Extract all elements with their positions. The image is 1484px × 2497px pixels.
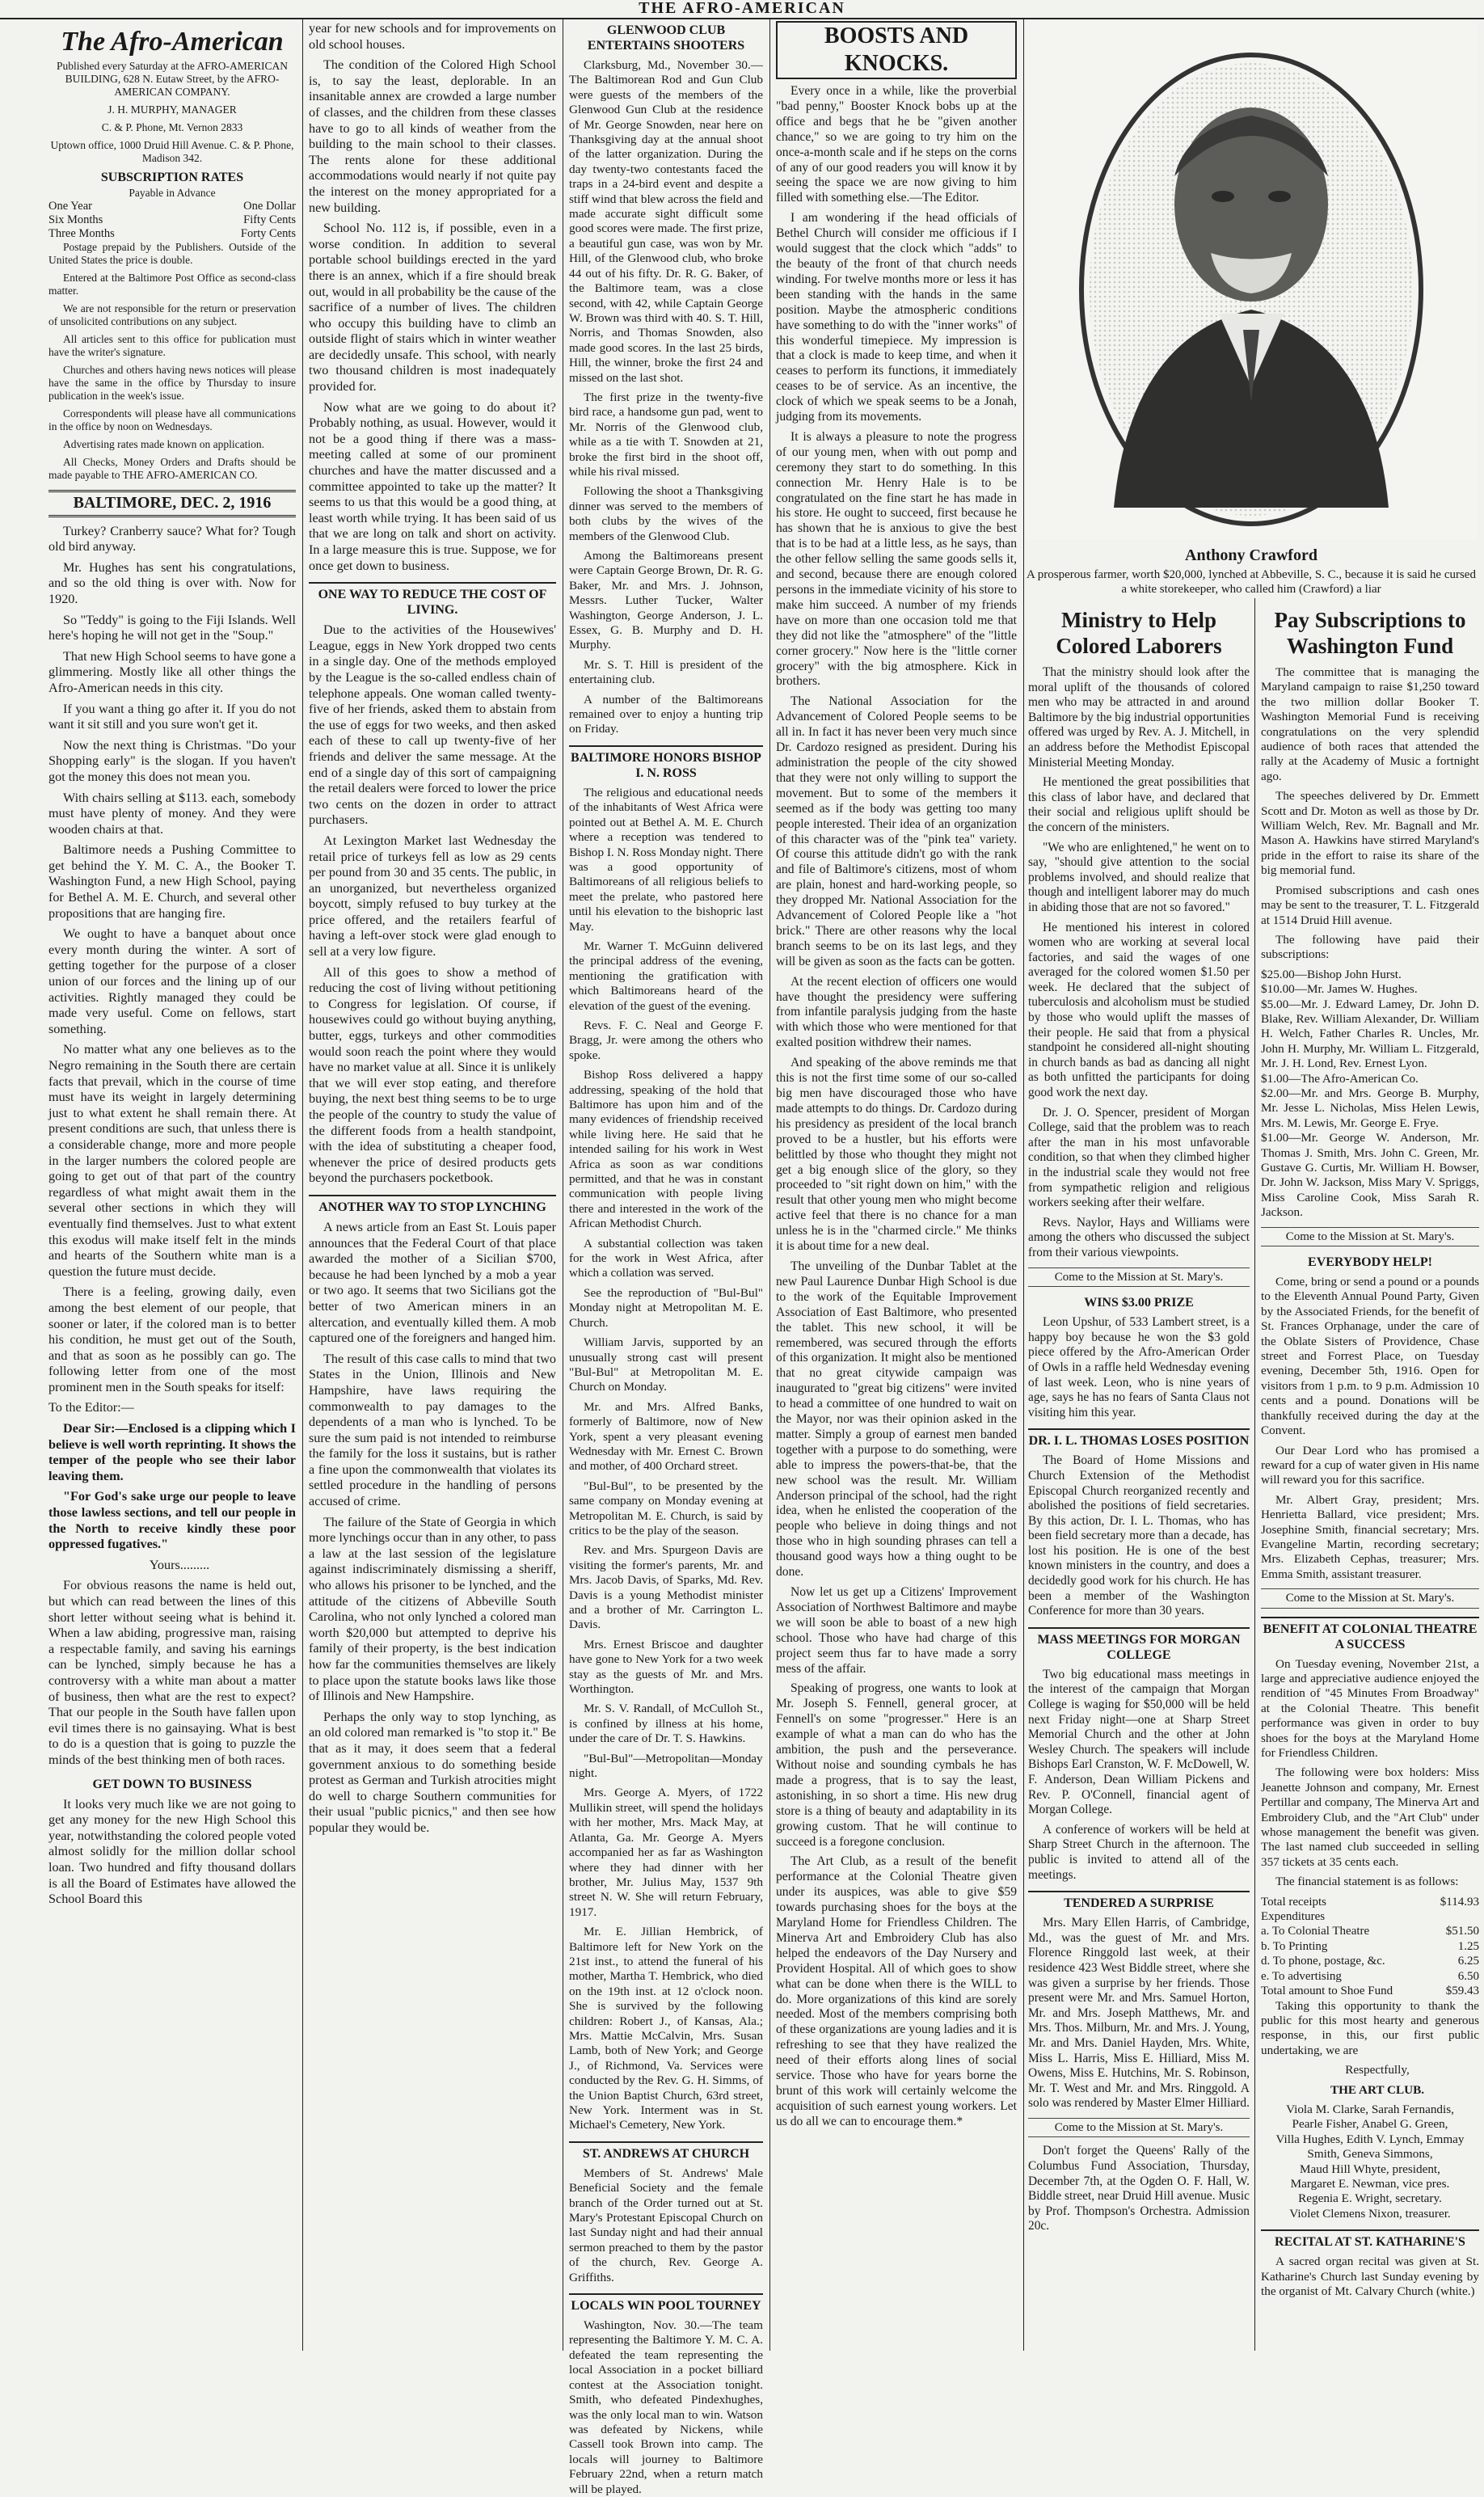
local-notice: Mrs. George A. Myers, of 1722 Mullikin street, will spend the holidays with her mother, Mrs. Mack May, at Atlanta, Ga. Mr. George A. Myers accompanied her as far as Washington where they had dinner with her brother, Mr. Julius May, 1537 9th street N. W. She will return February, 1917.	[569, 1786, 763, 1919]
column-rule	[1023, 19, 1024, 2351]
article-paragraph: Dr. J. O. Spencer, president of Morgan College, said that the problem was to reach after the man in his most unfavorable condition, so that when they climbed higher in the industrial scale they would not free from sympathetic religion and religious workers seeking after their welfare.	[1028, 1105, 1250, 1210]
subscriber-entry: $5.00—Mr. J. Edward Lamey, Dr. John D. Blake, Rev. William Alexander, Dr. William H. Welch, Father Charles R. Uncles, Mr. John H. Murphy, Mr. William L. Fitzgerald, Mr. J. H. Lond, Rev. Ernest Lyon.	[1261, 997, 1479, 1071]
finance-label: b. To Printing	[1261, 1939, 1328, 1953]
mission-notice: Come to the Mission at St. Mary's.	[1028, 1267, 1250, 1288]
mission-notice: Come to the Mission at St. Mary's.	[1261, 1227, 1479, 1246]
payable-note: Payable in Advance	[129, 187, 216, 199]
article-paragraph: "We who are enlightened," he went on to say, "should give attention to the social problems involved, and should realize that though and intelligent laborer may do much in abiding those that are not so favored."	[1028, 840, 1250, 914]
column-6	[1261, 602, 1479, 2351]
article-paragraph: The condition of the Colored High School is, to say the least, deplorable. In an insanitable annex are crowded a large number of classes, and the children from these classes have to go to all kinds of weather from the building to the main school to their classes. The rents alone for these additional accommodations would nearly if not quite pay the interest on the money appropriated for a new building.	[309, 57, 556, 215]
subscriber-entry: $25.00—Bishop John Hurst.	[1261, 967, 1402, 981]
column-rule	[769, 19, 770, 2351]
finance-row	[1261, 1924, 1479, 1938]
column-2	[309, 21, 556, 2351]
article-paragraph: The unveiling of the Dunbar Tablet at the new Paul Laurence Dunbar High School is due to the work of the Equitable Improvement Association of East Baltimore, who presented the tablet. This new school, it will be remembered, was secured through the efforts of this organization. It might also be mentioned that no great citywide campaign was inaugurated to "great big citizens" were invited to head a committee of one hundred to wait on the Mayor, nor was their opinion asked in the matter. Simply a group of earnest men banded together with a purpose to do something, were able to impress the powers-that-be, that the new school was the result. Mr. William Anderson principal of the school, had the right idea, when he enlisted the cooperation of the people who believe in doing things and not those who in high sounding phrases can tell a thousand good ways how a thing ought to be done.	[776, 1259, 1017, 1580]
article-heading: TENDERED A SURPRISE	[1028, 1891, 1250, 1911]
subscriber-entry: $1.00—The Afro-American Co.	[1261, 1071, 1419, 1086]
editorial-paragraph: That new High School seems to have gone a glimmering. Mostly like all other things the Afro-American needs in this city.	[48, 648, 296, 695]
pub-line: C. & P. Phone, Mt. Vernon 2833	[101, 121, 243, 133]
notice: All Checks, Money Orders and Drafts should be made payable to THE AFRO-AMERICAN CO.	[48, 456, 296, 481]
local-notice: Rev. and Mrs. Spurgeon Davis are visiting the former's parents, Mr. and Mrs. Jacob Davis, of Sparks, Md. Rev. Davis is a young Methodist minister and a brother of Mr. Carrington L. Davis.	[569, 1543, 763, 1632]
finance-value: $51.50	[1445, 1925, 1479, 1938]
article-heading: GLENWOOD CLUB ENTERTAINS SHOOTERS	[587, 23, 745, 53]
finance-row	[1261, 1895, 1479, 1909]
column-rule	[1254, 598, 1255, 2351]
finance-value: 6.50	[1457, 1969, 1479, 1983]
finance-row	[1261, 1969, 1479, 1984]
article-paragraph: Now let us get up a Citizens' Improvement Association of Northwest Baltimore and maybe we will soon be able to boast of a new high school. Those who have had charge of this project seem thus far to have made a sorry mess of the affair.	[776, 1585, 1017, 1676]
article-paragraph: The financial statement is as follows:	[1275, 1875, 1459, 1889]
editorial-paragraph: So "Teddy" is going to the Fiji Islands. Well here's hoping he will not get in the "Soup."	[48, 612, 296, 643]
local-notice: Mrs. Ernest Briscoe and daughter have gone to New York for a two week stay as the guests of Mr. and Mrs. Worthington.	[569, 1637, 763, 1697]
officer: Pearle Fisher, Anabel G. Green,	[1292, 2117, 1448, 2132]
officer: Violet Clemens Nixon, treasurer.	[1289, 2206, 1451, 2221]
subscriber-list	[1261, 968, 1479, 1221]
article-paragraph: Every once in a while, like the proverbial "bad penny," Booster Knock bobs up at the office and begs that he be "given another chance," so we are going to try him on the once-a-month scale and if he steps on the corns of any of our good readers you will know it by seeing the space we are now giving to him filled with something else.—The Editor.	[776, 84, 1017, 205]
article-paragraph: Revs. Naylor, Hays and Williams were among the others who discussed the subject from their various viewpoints.	[1028, 1215, 1250, 1259]
finance-label: e. To advertising	[1261, 1969, 1342, 1983]
rate-price: Fifty Cents	[243, 213, 296, 226]
letter-body: "For God's sake urge our people to leave those lawless sections, and tell our people in the North to receive kindly these poor oppressed fugatives."	[48, 1489, 296, 1552]
rate-row	[48, 213, 296, 227]
subscription-heading: SUBSCRIPTION RATES	[100, 171, 244, 184]
finance-value: $59.43	[1445, 1985, 1479, 1998]
article-paragraph: At Lexington Market last Wednesday the retail price of turkeys fell as low as 29 cents per pound from 30 and 35 cents. The public, in an unorganized, but nevertheless organized boycott, simply refused to buy turkey at the price offered, and the retailers fearful of having a left-over stock were glad enough to sell at a very low figure.	[309, 833, 556, 960]
column-4	[776, 21, 1017, 2351]
editorial-paragraph: Baltimore needs a Pushing Committee to get behind the Y. M. C. A., the Booker T. Washington Fund, a new High School, paying for Bethel A. M. E. Church, and several other propositions that are hanging fire.	[48, 842, 296, 921]
finance-label: d. To phone, postage, &c.	[1261, 1955, 1385, 1968]
article-paragraph: Due to the activities of the Housewives' League, eggs in New York dropped two cents in a single day. One of the methods employed by the League is the so-called endless chain of telephone appeals. One woman called twenty-five of her friends, asked them to abstain from the use of eggs for two weeks, and then asked each of these to call up twenty-five of her friends and deliver the same message. At the end of a single day of this sort of campaigning the retail dealers were forced to lower the price two cents on the dozen in order to attract purchasers.	[309, 622, 556, 828]
paper-name: The Afro-American	[61, 27, 284, 57]
financial-statement	[1261, 1895, 1479, 1999]
column-5	[1028, 602, 1250, 2351]
article-paragraph: It is always a pleasure to note the progress of our young men, when with out pomp and ceremony they start to do something. In this connection Mr. Henry Hale is to be congratulated on the fine start he has made in his store. He ought to succeed, first because he has shown that he is anxious to give the best that is to be had at a little less, as he says, than the other fellow selling the same goods sells it, and second, because there are enough colored persons in the immediate vicinity of his store to make him succeed. A number of my friends have on more than one occasion told me that they did not like the "atmosphere" of the "little corner grocery." Now here is the "little corner grocery" with the big atmosphere. Kick in brothers.	[776, 429, 1017, 689]
article-paragraph: Clarksburg, Md., November 30.—The Baltimorean Rod and Gun Club were guests of the members of the Glenwood Gun Club at the residence of Mr. George Snowden, near here on Thanksgiving day at the annual shoot of the latter organization. During the day twenty-two contestants faced the traps in a 24-bird event and despite a stiff wind that blew across the field and made accurate sight difficult some good scores were made. The first prize, a beautiful gun case, was won by Mr. Hill, of the Glenwood club, who broke 44 out of his fifty. Dr. R. G. Baker, of the Baltimore team, was a close second, with 42, while Captain George W. Brown was third with 40. S. T. Hill, Norris, and Thomas Snowden, also made good scores. In the last 25 birds, Hill, the winner, broke the first 24 and missed on the last shot.	[569, 58, 763, 385]
article-paragraph: The first prize in the twenty-five bird race, a handsome gun pad, went to Mr. Norris of the Glenwood club, while as a tie with T. Snowden at 21, broke the first bird in the shoot off, while his rival missed.	[569, 390, 763, 479]
finance-row	[1261, 1939, 1479, 1954]
local-notice: "Bul-Bul"—Metropolitan—Monday night.	[569, 1751, 763, 1781]
masthead: THE AFRO-AMERICAN	[0, 0, 1484, 19]
finance-label: a. To Colonial Theatre	[1261, 1925, 1370, 1938]
article-heading: LOCALS WIN POOL TOURNEY	[569, 2293, 763, 2314]
article-paragraph: Now what are we going to do about it? Probably nothing, as usual. However, would it not be a good thing if there was a mass-meeting called at some of our prominent churches and have the matter discussed and a committee appointed to take up the matter? It seems to us that this would be a good thing, at least worth while trying. It has been said of us that we are long on talk and short on activity. In a large measure this is true. Suppose, we for once get down to business.	[309, 399, 556, 573]
local-notice: Mr. E. Jillian Hembrick, of Baltimore left for New York on the 21st inst., to attend the funeral of his mother, Martha T. Hembrick, who died on the 19th inst. at 12 o'clock noon. She is survived by the following children: Robert J., of Kansas, Ala.; Mrs. Mattie McCalvin, Mrs. Susan Lamb, both of New York; and George J., of Richmond, Va. Services were conducted by the Rev. G. H. Simms, of the Union Baptist Church, 63rd street, New York. Interment was in St. Michael's Cemetery, New York.	[569, 1925, 763, 2132]
article-paragraph: It looks very much like we are not going to get any money for the new High School this year, notwithstanding the colored people voted almost solidly for the million dollar school loan. Two hundred and fifty thousand dollars is all the Board of Estimates have allowed the School Board this	[48, 1796, 296, 1907]
article-paragraph: The Art Club, as a result of the benefit performance at the Colonial Theatre given under its auspices, was able to give $59 towards purchasing shoes for the boys at the Maryland Home for Friendless Children. The Minerva Art and Embroidery Club has also helped the endeavors of the Day Nursery and Provident Hospital. All of which goes to show what can be done when there is the WILL to do. More organizations of this kind are sorely needed. Most of the members comprising both of these organizations are young ladies and it is refreshing to see that they have realized the need of their efforts along lines of social service. Those who have for years borne the brunt of this work will certainly welcome the acquisition of such earnest young workers. Let us do all we can to encourage them.*	[776, 1854, 1017, 2128]
article-paragraph: A conference of workers will be held at Sharp Street Church in the afternoon. The public is invited to attend all of the meetings.	[1028, 1822, 1250, 1882]
anthony-crawford-portrait	[1025, 23, 1478, 540]
article-paragraph: And speaking of the above reminds me that this is not the first time some of our so-called big men have discouraged those who have made attempts to do things. Dr. Cardozo during his presidency as president of the local branch proved to be a hustler, but his efforts were belittled by those who thought they might not get a big enough slice of the glory, so they proceeded to "sit right down on him," with the result that other young men who might become active feel that there is no chance for a man unless he is in the "charmed circle." Me thinks it is about time for a new deal.	[776, 1056, 1017, 1254]
pub-line: J. H. MURPHY, MANAGER	[108, 103, 237, 116]
article-paragraph: Following the shoot a Thanksgiving dinner was served to the members of both clubs by the wives of the members of the Glenwood Club.	[569, 484, 763, 543]
local-notice: "Bul-Bul", to be presented by the same company on Monday evening at Metropolitan M. E. Church, is said by critics to be the play of the season.	[569, 1478, 763, 1537]
article-paragraph: Our Dear Lord who has promised a reward for a cup of water given in His name will reward you for this sacrifice.	[1261, 1443, 1479, 1487]
article-paragraph: He mentioned his interest in colored women who are working at several local factories, and said the wages of one averaged for the colored women $1.50 per week. He declared that the subject of tuberculosis and alcoholism must be studied by those who would uplift the masses of their people. He said that from a physical standpoint he considered all-night shouting in church bands as bad as dancing all night as both unfitted the participants for doing good work the next day.	[1028, 920, 1250, 1100]
editorial-paragraph: There is a feeling, growing daily, even among the best element of our people, that sooner or later, if the colored man is to better his condition, he must get out of the South, and that as soon as he possibly can go. The following letter from one of the most prominent men in the South speaks for itself:	[48, 1284, 296, 1394]
rate-term: One Year	[48, 200, 92, 213]
article-heading: MASS MEETINGS FOR MORGAN COLLEGE	[1028, 1627, 1250, 1663]
dateline: BALTIMORE, DEC. 2, 1916	[48, 490, 296, 517]
article-paragraph: Perhaps the only way to stop lynching, as an old colored man remarked is "to stop it." Be that as it may, it does seem that a federal government anxious to do something beside protest as German and Turkish atrocities might do well to charge Southern communities for their usual "public picnics," and then see how popular they would be.	[309, 1709, 556, 1835]
notice: Entered at the Baltimore Post Office as second-class matter.	[48, 272, 296, 297]
notice: We are not responsible for the return or preservation of unsolicited contributions on any subject.	[48, 302, 296, 327]
article-paragraph: Mr. Warner T. McGuinn delivered the principal address of the evening, mentioning the gratification with which Baltimoreans heard of the elevation of the guest of the evening.	[569, 938, 763, 1013]
notice: Postage prepaid by the Publishers. Outside of the United States the price is double.	[48, 241, 296, 266]
rate-row	[48, 227, 296, 241]
article-heading: BALTIMORE HONORS BISHOP I. N. ROSS	[569, 745, 763, 781]
article-heading: BENEFIT AT COLONIAL THEATRE A SUCCESS	[1261, 1617, 1479, 1652]
article-paragraph: year for new schools and for improvements on old school houses.	[309, 21, 556, 52]
editorial-paragraph: For obvious reasons the name is held out, but which can read between the lines of this short letter without seeing what is behind it. When a law abiding, progressive man, raising a respectable family, and saving his earnings can be lynched, simply because he has a controversy with a white man about a matter of business, then what are the rest to expect? That our people in the South have fallen upon evil times there is no gainsaying. What is best to do is a question that is going to puzzle the minds of the best thinking men of both races.	[48, 1578, 296, 1767]
editorial-paragraph: If you want a thing go after it. If you do not want it sit still and you sure won't get it.	[48, 701, 296, 732]
officer-list	[1261, 2103, 1479, 2221]
finance-row	[1261, 1954, 1479, 1968]
article-paragraph: The failure of the State of Georgia in which more lynchings occur than in any other, to pass a law at the last session of the legislature against indiscriminately dismissing a sheriff, who allows his prisoner to be lynched, and the attitude of the citizens of Abbeville South Carolina, who not only lynched a colored man worth $20,000 but attempted to deprive his family of their property, is the best indication how far the communities themselves are likely to place upon the statute books laws like those of Illinois and New Hampshire.	[309, 1514, 556, 1704]
article-paragraph: Taking this opportunity to thank the public for this most hearty and generous response, in this, our first public undertaking, we are	[1261, 1998, 1479, 2057]
article-heading: Pay Subscriptions to Washington Fund	[1274, 608, 1466, 658]
signoff: Respectfully,	[1345, 2063, 1410, 2077]
article-paragraph: Bishop Ross delivered a happy addressing, speaking of the hold that Baltimore has upon him and of the many evidences of friendship received while living here. He said that he intended sailing for his work in West Africa as soon as war conditions permitted, and that he was in constant communication with people living there and interested in the work of the African Methodist Church.	[569, 1068, 763, 1231]
article-paragraph: Washington, Nov. 30.—The team representing the Baltimore Y. M. C. A. defeated the team representing the local Association in a pocket billiard contest at the Association tonight. Smith, who defeated Pindexhughes, was the only local man to win. Watson was defeated by Nickens, while Cassell took Brown into camp. The locals will journey to Baltimore February 22nd, when a return match will be played.	[569, 2318, 763, 2496]
article-paragraph: Mr. S. T. Hill is president of the entertaining club.	[569, 657, 763, 687]
editorial-paragraph: With chairs selling at $113. each, somebody must have plenty of money. And they were wooden chairs at that.	[48, 790, 296, 837]
editorial-paragraph: We ought to have a banquet about once every month during the winter. A sort of getting together for the purpose of a closer union of our forces and the lining up of our activities. Rightly managed they could be made very useful. Come on fellows, start something.	[48, 926, 296, 1036]
article-paragraph: The Board of Home Missions and Church Extension of the Methodist Episcopal Church reorganized recently and abolished the positions of field secretaries. By this action, Dr. I. L. Thomas, who has been field secretary more than a decade, has lost his position. He is one of the best known ministers in the country, and does a decidedly good work for his church. He has been a member of the Washington Conference for more than 30 years.	[1028, 1453, 1250, 1618]
article-paragraph: A substantial collection was taken for the work in West Africa, after which a collation was served.	[569, 1236, 763, 1280]
officer: Regenia E. Wright, secretary.	[1298, 2191, 1442, 2206]
article-paragraph: Leon Upshur, of 533 Lambert street, is a happy boy because he won the $3 gold piece offered by the Afro-American Order of Owls in a raffle held Wednesday evening of last week. Leon, who is nine years of age, says he has no fears of Santa Claus not visiting him this year.	[1028, 1315, 1250, 1419]
notice: Churches and others having news notices will please have the same in the office by Thursday to insure publication in the week's issue.	[48, 364, 296, 402]
rate-price: One Dollar	[243, 200, 296, 213]
editorial-paragraph: Now the next thing is Christmas. "Do your Shopping early" is the slogan. If you haven't got the money this does not mean you.	[48, 737, 296, 784]
finance-row	[1261, 1909, 1479, 1924]
article-paragraph: A number of the Baltimoreans remained over to enjoy a hunting trip on Friday.	[569, 692, 763, 736]
column-3	[569, 21, 763, 2496]
subscriber-entry: $2.00—Mr. and Mrs. George B. Murphy, Mr. Jesse L. Nicholas, Miss Helen Lewis, Mrs. M. Lewis, Mr. George E. Frye.	[1261, 1086, 1479, 1130]
column-rule	[302, 19, 303, 2351]
article-paragraph: On Tuesday evening, November 21st, a large and appreciative audience enjoyed the rendition of "45 Minutes From Broadway" at the Colonial Theatre. This benefit performance was given in order to buy shoes for the boys at the Maryland Home for Friendless Children.	[1261, 1656, 1479, 1760]
article-heading: DR. I. L. THOMAS LOSES POSITION	[1028, 1428, 1250, 1449]
finance-value: $114.93	[1440, 1895, 1479, 1909]
article-paragraph: Come, bring or send a pound or a pounds to the Eleventh Annual Pound Party, Given by the Associated Friends, for the benefit of St. Frances Orphanage, under the care of the Oblate Sisters of Providence, Chase street and Forrest Place, on Tuesday evening, December 5th, 1916. Open for visitors from 1 p.m. to 9 p.m. Admission 10 cents and a pound. Donations will be thankfully received during the day at the Convent.	[1261, 1275, 1479, 1438]
finance-row	[1261, 1984, 1479, 1998]
article-paragraph: Revs. F. C. Neal and George F. Bragg, Jr. were among the others who spoke.	[569, 1018, 763, 1062]
editorial-paragraph: Turkey? Cranberry sauce? What for? Tough old bird anyway.	[48, 523, 296, 555]
article-paragraph: I am wondering if the head officials of Bethel Church will consider me officious if I would suggest that the clock which "adds" to the beauty of the front of that church needs winding. For twelve months more or less it has been standing with the hands in the same position. Maybe the atmospheric conditions have something to do with the "inner works" of this wonderful timepiece. My impression is that a clock is made to keep time, and when it ceases to perform its functions, it immediately ceases to be of service. As an incentive, the clock of which we speak seems to be a Jonah, judging from its movements.	[776, 211, 1017, 424]
editorial-paragraph: No matter what any one believes as to the Negro remaining in the South there are certain facts that prevail, which in the course of time must have its weight in largely determining just to what extent he shall remain there. At present conditions are such, that unless there is a considerable change, more and more people in the larger numbers the colored people are going to get out of that part of the country regardless of what might await them in the several other sections in which they will eventually find themselves. Just to what extent this exodus will make itself felt in the minds and hearts of the Southern white man is a question the future must decide.	[48, 1042, 296, 1279]
article-paragraph: The committee that is managing the Maryland campaign to raise $1,250 toward the two million dollar Booker T. Washington Memorial Fund is receiving congratulations on the very splendid audience of both races that attended the rally at the Academy of Music a fortnight ago.	[1261, 665, 1479, 783]
article-heading: Ministry to Help Colored Laborers	[1056, 608, 1222, 658]
column-1	[48, 21, 296, 2351]
rate-price: Forty Cents	[240, 227, 296, 240]
rate-term: Three Months	[48, 227, 115, 240]
rate-row	[48, 200, 296, 213]
letter-body: Dear Sir:—Enclosed is a clipping which I believe is well worth reprinting. It shows the temper of the people who see their labor leaving them.	[48, 1421, 296, 1483]
notice: Advertising rates made known on application.	[63, 438, 264, 450]
article-paragraph: He mentioned the great possibilities that this class of labor have, and declared that their social and religious uplift should be the concern of the ministers.	[1028, 775, 1250, 834]
article-heading: WINS $3.00 PRIZE	[1084, 1296, 1194, 1310]
local-notice: See the reproduction of "Bul-Bul" Monday night at Metropolitan M. E. Church.	[569, 1285, 763, 1330]
article-paragraph: A news article from an East St. Louis paper announces that the Federal Court of that place awarded the mother of a Sicilian $700, because he had been lynched by a mob a year or two ago. It seems that two Sicilians got the better of two American miners in an altercation, and eventually killed them. A mob captured one of the foreigners and hanged him.	[309, 1219, 556, 1346]
article-heading: GET DOWN TO BUSINESS	[92, 1777, 252, 1791]
article-paragraph: Mr. Albert Gray, president; Mrs. Henrietta Ballard, vice president; Mrs. Josephine Smith, financial secretary; Mrs. Evangeline Martin, recording secretary; Mrs. Elizabeth Cephas, treasurer; Mrs. Emma Smith, assistant treasurer.	[1261, 1492, 1479, 1581]
article-paragraph: Promised subscriptions and cash ones may be sent to the treasurer, T. L. Fitzgerald at 1514 Druid Hill avenue.	[1261, 883, 1479, 927]
local-notice: Mr. and Mrs. Alfred Banks, formerly of Baltimore, now of New York, spent a very pleasant evening Wednesday with Mr. Ernest C. Brown and mother, of 400 Orchard street.	[569, 1399, 763, 1474]
article-paragraph: The result of this case calls to mind that two States in the Union, Illinois and New Hampshire, have laws requiring the commonwealth to pay damages to the dependents of a man who is lynched. To be sure the sum paid is not intended to reimburse the family for the loss it sustains, but is rather a fine upon the commonwealth that violates its settled procedure in the handling of persons accused of crime.	[309, 1351, 556, 1509]
boosts-knocks-heading: BOOSTS AND KNOCKS.	[776, 21, 1017, 79]
article-paragraph: A sacred organ recital was given at St. Katharine's Church last Sunday evening by the organist of Mt. Calvary Church (white.)	[1261, 2254, 1479, 2298]
article-heading: ANOTHER WAY TO STOP LYNCHING	[309, 1195, 556, 1215]
finance-value	[1429, 1909, 1479, 1924]
article-paragraph: Two big educational mass meetings in the interest of the campaign that Morgan College is waging for $50,000 will be held next Friday night—one at Sharp Street Memorial Church and the other at John Wesley Church. The speakers will include Bishops Earl Cranston, W. F. McDowell, W. F. Anderson, Dean William Pickens and Rev. P. O'Connell, financial agent of Morgan College.	[1028, 1667, 1250, 1817]
finance-label: Total receipts	[1261, 1895, 1326, 1909]
article-paragraph: The following have paid their subscriptions:	[1261, 932, 1479, 962]
article-paragraph: School No. 112 is, if possible, even in a worse condition. In addition to several portable school buildings erected in the yard there is an annex, which if a fire should break out, would in all probability be the cause of the sacrifice of a number of lives. The children who occupy this building have to climb an outside flight of stairs which in winter weather are decidedly unsafe. This school, with nearly two thousand children is most inadequately provided for.	[309, 221, 556, 394]
article-paragraph: Speaking of progress, one wants to look at Mr. Joseph S. Fennell, general grocer, at Fennell's on some "progresser." Here is an example of what a man can do who has the ambition, the push and the perseverance. Without noise and sounding cymbals he has made a progress, that is to say the least, astonishing, in so short a time. His new drug store is a thing of beauty and adaptability in its growing custom. That he will continue to succeed is a foregone conclusion.	[776, 1681, 1017, 1849]
article-heading: EVERYBODY HELP!	[1308, 1255, 1432, 1270]
article-paragraph: That the ministry should look after the moral uplift of the thousands of colored men who may be attracted in and around Baltimore by the big industrial opportunities offered was urged by Rev. A. J. Mitchell, in an address before the Methodist Episcopal Ministerial Meeting Monday.	[1028, 665, 1250, 770]
article-paragraph: Don't forget the Queens' Rally of the Columbus Fund Association, Thursday, December 7th, at the Ogden O. F. Hall, W. Biddle street, near Druid Hill avenue. Music by Prof. Thompson's Orchestra. Admission 20c.	[1028, 2144, 1250, 2233]
mission-notice: Come to the Mission at St. Mary's.	[1028, 2118, 1250, 2138]
subscriber-entry: $1.00—Mr. George W. Anderson, Mr. Thomas J. Smith, Mrs. John C. Green, Mr. Gustave G. Curtis, Mr. William H. Bowser, Dr. John W. Jackson, Miss Mary V. Spriggs, Miss Caroline Cook, Miss Sarah R. Jackson.	[1261, 1131, 1479, 1220]
officer: Villa Hughes, Edith V. Lynch, Emmay Smith, Geneva Simmons,	[1275, 2132, 1465, 2162]
letter-salutation: To the Editor:—	[48, 1400, 134, 1415]
article-paragraph: The following were box holders: Miss Jeanette Johnson and company, Mr. Ernest Pertillar and company, The Minerva Art and Embroidery Club, and the "Art Club" under whose management the benefit was given. The last named club succeeded in selling 357 tickets at 35 cents each.	[1261, 1765, 1479, 1869]
article-paragraph: At the recent election of officers one would have thought the presidency were suffering from infantile paralysis judging from the haste with which those who were mentioned for that exalted position withdrew their names.	[776, 974, 1017, 1050]
article-paragraph: Mrs. Mary Ellen Harris, of Cambridge, Md., was the guest of Mr. and Mrs. Florence Ringgold last week, at their residence 423 West Biddle street, where she was given a surprise by her friends. Those present were Mr. and Mrs. Samuel Horton, Mr. and Mrs. Joseph Matthews, Mr. and Mrs. Thos. Milburn, Mr. and Mrs. J. Young, Mr. and Mrs. Daniel Hayden, Mrs. White, Miss L. Harris, Miss E. Hilliard, Miss M. Owens, Miss E. Hutchins, Mr. S. Robinson, Mr. T. West and Mr. and Mrs. Ringgold. A solo was rendered by Master Elmer Hilliard.	[1028, 1916, 1250, 2111]
subscriber-entry: $10.00—Mr. James W. Hughes.	[1261, 982, 1418, 997]
club-name: THE ART CLUB.	[1330, 2082, 1425, 2097]
editorial-paragraph: Mr. Hughes has sent his congratulations, and so the old thing is over with. Now for 1920.	[48, 559, 296, 606]
portrait-name: Anthony Crawford	[1185, 546, 1317, 564]
notice: All articles sent to this office for publication must have the writer's signature.	[48, 333, 296, 358]
article-paragraph: The speeches delivered by Dr. Emmett Scott and Dr. Moton as well as those by Dr. William Welch, Rev. Mr. Bagnall and Mr. Mason A. Hawkins have stirred Maryland's pride in the effort to raise its share of the big memorial fund.	[1261, 789, 1479, 878]
article-paragraph: Members of St. Andrews' Male Beneficial Society and the female branch of the Order turned out at St. Mary's Protestant Episcopal Church on last Sunday night and had their annual sermon preached to them by the pastor of the church, Rev. George A. Griffiths.	[569, 2166, 763, 2284]
article-paragraph: The religious and educational needs of the inhabitants of West Africa were pointed out at Bethel A. M. E. Church where a reception was tendered to Bishop I. N. Ross Monday night. There was a good opportunity of Baltimoreans of all religious beliefs to meet the prelate, who pastored here until his elevation to the bishopric last May.	[569, 785, 763, 934]
article-heading: RECITAL AT ST. KATHARINE'S	[1261, 2229, 1479, 2250]
portrait-caption: A prosperous farmer, worth $20,000, lynched at Abbeville, S. C., because it is said he cursed a white storekeeper, who called him (Crawford) a liar	[1027, 568, 1476, 596]
pub-line: Uptown office, 1000 Druid Hill Avenue. C. & P. Phone, Madison 342.	[50, 139, 294, 164]
pub-line: Published every Saturday at the AFRO-AMERICAN BUILDING, 628 N. Eutaw Street, by the AFRO-AMERICAN COMPANY.	[56, 60, 289, 98]
finance-value: 6.25	[1457, 1955, 1479, 1968]
letter-signoff: Yours.........	[149, 1557, 210, 1572]
rate-term: Six Months	[48, 213, 103, 226]
article-heading: ST. ANDREWS AT CHURCH	[569, 2141, 763, 2162]
article-heading: ONE WAY TO REDUCE THE COST OF LIVING.	[309, 582, 556, 618]
finance-label: Expenditures	[1261, 1910, 1326, 1924]
notice: Correspondents will please have all communications in the office by noon on Wednesdays.	[48, 407, 296, 432]
article-paragraph: The National Association for the Advancement of Colored People seems to be all in. In fact it has never been very much since Dr. Cardozo resigned as president. During his administration the people of the city showed that they were not only willing to support the movement. But to some of the members it seemed as if the body was getting too many people interested. Their idea of an organization of this character was of the "pink tea" variety. Of course this attitude didn't go with the rank and file of Baltimore's citizens, most of whom are plain, honest and hard-working people, so they dropped Mr. National Association for the Advancement of Colored People like a "hot brick." There are other reasons why the local branch seems to be on its last legs, and they will be given as soon as the facts can be gotten.	[776, 694, 1017, 968]
mission-notice: Come to the Mission at St. Mary's.	[1261, 1588, 1479, 1608]
local-notice: Mr. S. V. Randall, of McCulloh St., is confined by illness at his home, under the care of Dr. T. S. Hawkins.	[569, 1702, 763, 1746]
officer: Maud Hill Whyte, president,	[1300, 2162, 1440, 2176]
finance-label: Total amount to Shoe Fund	[1261, 1985, 1393, 1998]
finance-value: 1.25	[1457, 1939, 1479, 1953]
local-notice: William Jarvis, supported by an unusually strong cast will present "Bul-Bul" at Metropolitan M. E. Church on Monday.	[569, 1335, 763, 1394]
article-paragraph: All of this goes to show a method of reducing the cost of living without petitioning to Congress for legislation. Of course, if housewives could go without buying anything, butter, eggs, turkeys and other commodities would soon reach the point where they would have no market value at all. Since it is unlikely that we will ever stop eating, and therefore buying, the next best thing seems to be to urge the people of the country to study the value of the different foods from a health standpoint, with the idea of substituting a cheaper food, whenever the price of desired products gets beyond the purchasers pocketbook.	[309, 964, 556, 1186]
officer: Viola M. Clarke, Sarah Fernandis,	[1286, 2102, 1454, 2116]
officer: Margaret E. Newman, vice pres.	[1290, 2176, 1450, 2191]
article-paragraph: Among the Baltimoreans present were Captain George Brown, Dr. R. G. Baker, Mr. and Mrs. J. Johnson, Messrs. Luther Tucker, Walter Washington, George Anderson, J. L. Essex, G. B. Murphy and D. H. Murphy.	[569, 549, 763, 652]
